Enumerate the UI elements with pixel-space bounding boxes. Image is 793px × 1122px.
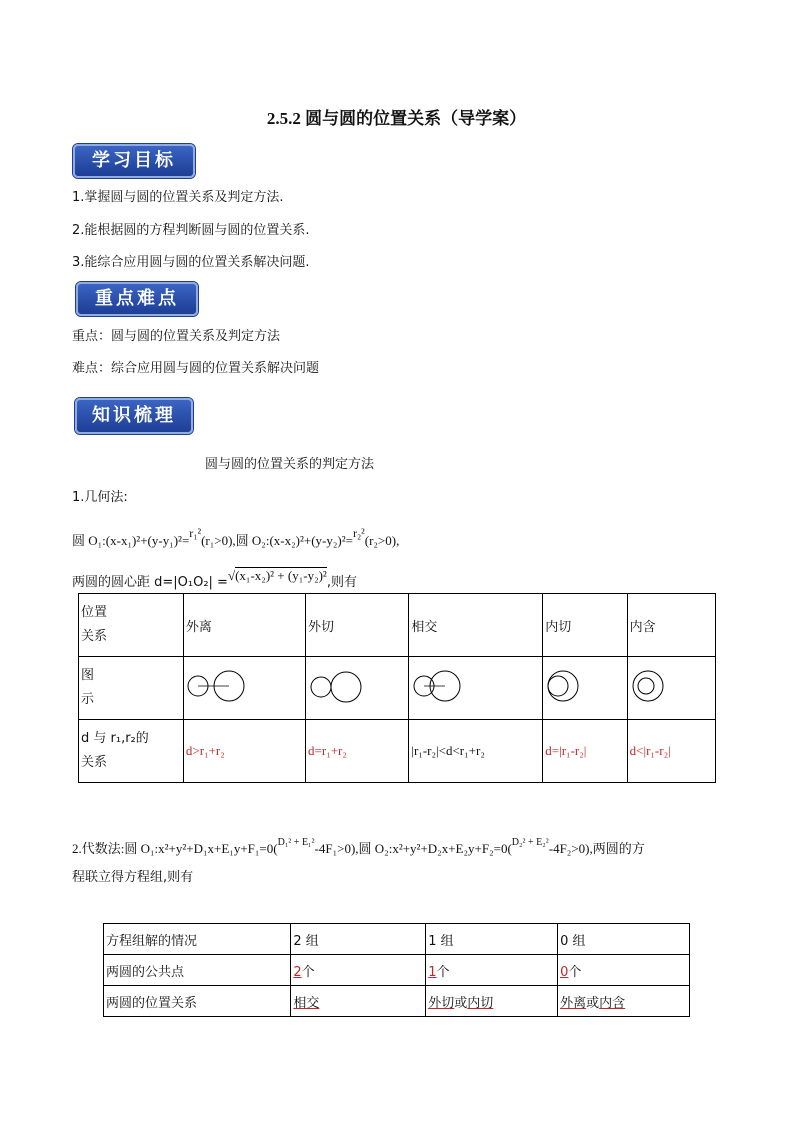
table-row bbox=[104, 986, 690, 1017]
header-label-2: 关系 bbox=[81, 629, 108, 644]
answer-value: 2 bbox=[293, 964, 302, 980]
algebraic-part-a: 2.代数法:圆 O₁:x²+y²+D₁x+E₁y+F₁=0( bbox=[72, 841, 278, 856]
answer-value: 外离 bbox=[560, 995, 587, 1011]
connector: 或 bbox=[586, 995, 600, 1011]
answer-value: 相交 bbox=[293, 995, 320, 1011]
answer-value: 内含 bbox=[599, 995, 626, 1011]
row-label: 两圆的公共点 bbox=[104, 955, 291, 986]
equation-solution-table bbox=[103, 923, 690, 1017]
table-row bbox=[104, 955, 690, 986]
row-label: 方程组解的情况 bbox=[104, 924, 291, 955]
distance-line bbox=[72, 568, 357, 590]
connector: 或 bbox=[454, 995, 468, 1011]
col-header: 内含 bbox=[627, 594, 715, 657]
unit: 个 bbox=[436, 964, 450, 980]
badge-objectives: 学习目标 bbox=[73, 144, 195, 178]
circle2-condition: (r₂>0), bbox=[364, 533, 400, 548]
focus-point: 重点：圆与圆的位置关系及判定方法 bbox=[72, 329, 281, 344]
col-header: 外离 bbox=[183, 594, 305, 657]
intersecting-circles-figure bbox=[411, 669, 467, 703]
answer-value: 0 bbox=[560, 964, 569, 980]
sqrt-expression bbox=[228, 568, 327, 583]
algebraic-line-2: 程联立得方程组,则有 bbox=[72, 870, 194, 885]
relation-intersect: |r₁-r₂|<d<r₁+r₂ bbox=[409, 720, 543, 783]
table-row bbox=[79, 594, 716, 657]
figure-external-tangent bbox=[306, 657, 409, 720]
algebraic-part-c: -4F₂>0),两圆的方 bbox=[548, 841, 645, 856]
circle1-condition: (r₁>0),圆 O₂:(x-x₂)²+(y-y₂)²= bbox=[201, 533, 353, 548]
geometric-heading: 1.几何法: bbox=[72, 490, 128, 505]
figure-label-1: 图 bbox=[81, 668, 95, 683]
badge-key-points: 重点难点 bbox=[76, 282, 198, 316]
objective-3: 3.能综合应用圆与圆的位置关系解决问题. bbox=[72, 255, 310, 270]
figure-label-2: 示 bbox=[81, 692, 95, 707]
circle-equations bbox=[72, 526, 400, 549]
row-label: 两圆的位置关系 bbox=[104, 986, 291, 1017]
objective-2: 2.能根据圆的方程判断圆与圆的位置关系. bbox=[72, 223, 310, 238]
internal-tangent-figure bbox=[545, 668, 581, 704]
page-title: 2.5.2 圆与圆的位置关系（导学案） bbox=[266, 109, 527, 128]
cell bbox=[291, 986, 426, 1017]
relation-label-1: d 与 r₁,r₂的 bbox=[81, 731, 149, 746]
figure-label-cell bbox=[79, 657, 184, 720]
objective-1: 1.掌握圆与圆的位置关系及判定方法. bbox=[72, 190, 284, 205]
sqrt-sign: √ bbox=[227, 568, 236, 583]
figure-intersect bbox=[409, 657, 543, 720]
cell bbox=[558, 986, 690, 1017]
cell bbox=[291, 955, 426, 986]
relation-separate: d>r₁+r₂ bbox=[183, 720, 305, 783]
radius2-squared: r₂² bbox=[352, 526, 365, 540]
figure-internal-tangent bbox=[543, 657, 627, 720]
radius1-squared: r₁² bbox=[189, 526, 202, 540]
header-label-1: 位置 bbox=[81, 605, 108, 620]
answer-value: 内切 bbox=[467, 995, 494, 1011]
circle1-equation: 圆 O₁:(x-x₁)²+(y-y₁)²= bbox=[72, 533, 190, 548]
distance-suffix: ,则有 bbox=[326, 575, 357, 590]
table-row bbox=[79, 657, 716, 720]
cell bbox=[558, 955, 690, 986]
answer-value: 1 bbox=[428, 964, 437, 980]
position-relation-table bbox=[78, 593, 716, 783]
cell: 0 组 bbox=[558, 924, 690, 955]
figure-contained bbox=[627, 657, 715, 720]
col-header: 外切 bbox=[306, 594, 409, 657]
table-row bbox=[104, 924, 690, 955]
col-header: 内切 bbox=[543, 594, 627, 657]
external-tangent-figure bbox=[308, 669, 364, 703]
fraction-1: D₁² + E₁² bbox=[277, 836, 315, 848]
sqrt-radicand: (x₁-x₂)² + (y₁-y₂)² bbox=[235, 568, 327, 583]
cell bbox=[426, 955, 558, 986]
relation-external-tangent: d=r₁+r₂ bbox=[306, 720, 409, 783]
relation-label-2: 关系 bbox=[81, 755, 108, 770]
relation-internal-tangent: d=|r₁-r₂| bbox=[543, 720, 627, 783]
badge-knowledge: 知识梳理 bbox=[75, 398, 193, 434]
cell: 2 组 bbox=[291, 924, 426, 955]
header-label-cell bbox=[79, 594, 184, 657]
section-heading: 圆与圆的位置关系的判定方法 bbox=[205, 457, 375, 472]
col-header: 相交 bbox=[409, 594, 543, 657]
unit: 个 bbox=[568, 964, 582, 980]
algebraic-line-1 bbox=[72, 838, 645, 857]
unit: 个 bbox=[301, 964, 315, 980]
algebraic-part-b: -4F₁>0),圆 O₂:x²+y²+D₂x+E₂y+F₂=0( bbox=[314, 841, 512, 856]
figure-separate bbox=[183, 657, 305, 720]
distance-prefix: 两圆的圆心距 d=|O₁O₂| = bbox=[72, 575, 228, 590]
relation-label-cell bbox=[79, 720, 184, 783]
fraction-2: D₂² + E₂² bbox=[511, 836, 549, 848]
difficulty-point: 难点：综合应用圆与圆的位置关系解决问题 bbox=[72, 361, 320, 376]
cell bbox=[426, 986, 558, 1017]
table-row bbox=[79, 720, 716, 783]
answer-value: 外切 bbox=[428, 995, 455, 1011]
contained-circles-figure bbox=[630, 668, 666, 704]
cell: 1 组 bbox=[426, 924, 558, 955]
relation-contained: d<|r₁-r₂| bbox=[627, 720, 715, 783]
separate-circles-figure bbox=[186, 669, 246, 703]
